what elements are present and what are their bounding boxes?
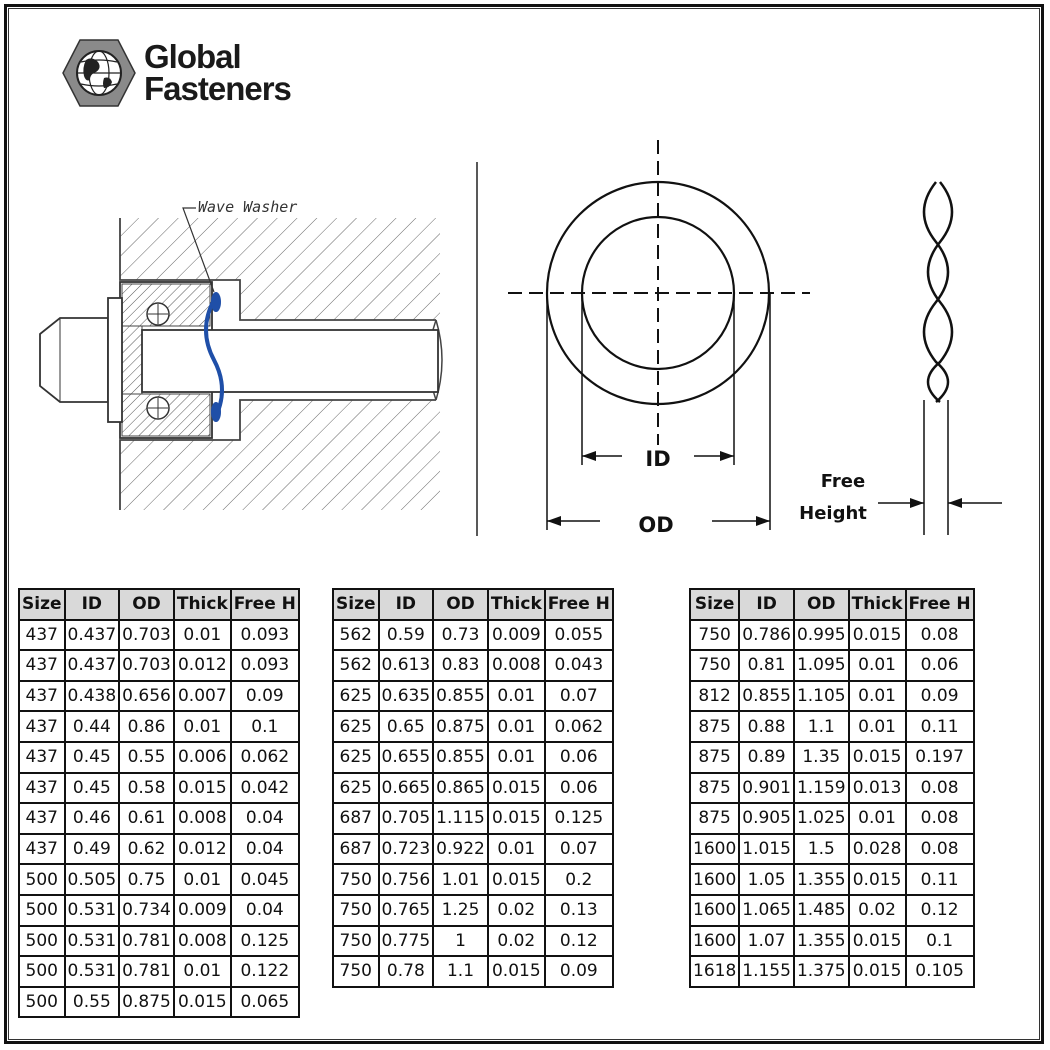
- cell-size: 500: [19, 926, 65, 957]
- cell-free-h: 0.1: [906, 926, 974, 957]
- table-row: [333, 803, 613, 834]
- cell-od: 0.62: [119, 834, 174, 865]
- cell-od: 0.61: [119, 803, 174, 834]
- column-header-free-h: Free H: [231, 589, 299, 620]
- cell-thick: 0.02: [488, 895, 545, 926]
- cell-id: 0.531: [65, 926, 120, 957]
- cell-id: 0.531: [65, 895, 120, 926]
- cell-free-h: 0.11: [906, 864, 974, 895]
- cell-id: 0.78: [379, 956, 434, 987]
- cell-size: 875: [690, 773, 739, 804]
- cell-free-h: 0.12: [545, 926, 613, 957]
- table-row: [333, 895, 613, 926]
- cell-id: 0.59: [379, 620, 434, 651]
- cell-od: 1.355: [794, 864, 849, 895]
- cell-thick: 0.01: [488, 681, 545, 712]
- cell-thick: 0.02: [849, 895, 906, 926]
- cell-size: 875: [690, 803, 739, 834]
- cell-free-h: 0.093: [231, 620, 299, 651]
- cell-id: 1.065: [739, 895, 794, 926]
- washer-side-view: [799, 182, 1002, 535]
- table-row: [333, 620, 613, 651]
- cell-thick: 0.01: [174, 711, 231, 742]
- cell-size: 437: [19, 620, 65, 651]
- cell-id: 0.756: [379, 864, 434, 895]
- cell-thick: 0.012: [174, 834, 231, 865]
- table-row: [19, 895, 299, 926]
- cell-thick: 0.015: [488, 803, 545, 834]
- cell-size: 750: [690, 620, 739, 651]
- cell-id: 0.613: [379, 650, 434, 681]
- header-row: [333, 589, 613, 620]
- column-header-size: Size: [333, 589, 379, 620]
- cell-id: 0.855: [739, 681, 794, 712]
- od-dimension-label: OD: [638, 513, 674, 537]
- cell-size: 687: [333, 803, 379, 834]
- cell-free-h: 0.08: [906, 803, 974, 834]
- cell-thick: 0.006: [174, 742, 231, 773]
- cell-thick: 0.01: [849, 650, 906, 681]
- cell-od: 1.01: [433, 864, 488, 895]
- cell-thick: 0.015: [174, 987, 231, 1018]
- table-row: [690, 926, 974, 957]
- cell-free-h: 0.12: [906, 895, 974, 926]
- cell-od: 1.025: [794, 803, 849, 834]
- cell-free-h: 0.042: [231, 773, 299, 804]
- wave-washer-callout: Wave Washer: [198, 198, 298, 216]
- cell-thick: 0.028: [849, 834, 906, 865]
- cell-free-h: 0.04: [231, 895, 299, 926]
- cell-size: 625: [333, 742, 379, 773]
- cell-size: 750: [333, 864, 379, 895]
- cell-id: 0.46: [65, 803, 120, 834]
- cell-thick: 0.008: [174, 926, 231, 957]
- cell-od: 1.1: [433, 956, 488, 987]
- table-row: [19, 926, 299, 957]
- cell-size: 437: [19, 711, 65, 742]
- cell-free-h: 0.1: [231, 711, 299, 742]
- cell-thick: 0.015: [849, 620, 906, 651]
- cell-id: 0.723: [379, 834, 434, 865]
- cell-od: 1.115: [433, 803, 488, 834]
- cell-thick: 0.01: [488, 742, 545, 773]
- cell-od: 1.375: [794, 956, 849, 987]
- cell-id: 0.655: [379, 742, 434, 773]
- cell-id: 0.55: [65, 987, 120, 1018]
- cell-size: 1600: [690, 895, 739, 926]
- cell-size: 437: [19, 742, 65, 773]
- cell-size: 625: [333, 711, 379, 742]
- cell-free-h: 0.105: [906, 956, 974, 987]
- cell-od: 0.995: [794, 620, 849, 651]
- cell-free-h: 0.062: [545, 711, 613, 742]
- cell-free-h: 0.04: [231, 803, 299, 834]
- column-header-id: ID: [739, 589, 794, 620]
- cell-id: 0.905: [739, 803, 794, 834]
- table-row: [333, 650, 613, 681]
- cell-free-h: 0.043: [545, 650, 613, 681]
- table-row: [333, 681, 613, 712]
- cell-thick: 0.015: [849, 956, 906, 987]
- table-row: [19, 864, 299, 895]
- table-row: [690, 681, 974, 712]
- table-row: [690, 773, 974, 804]
- table-row: [19, 650, 299, 681]
- id-dimension-label: ID: [645, 447, 671, 471]
- cell-od: 0.781: [119, 926, 174, 957]
- cell-free-h: 0.065: [231, 987, 299, 1018]
- cell-id: 1.07: [739, 926, 794, 957]
- cell-thick: 0.015: [849, 864, 906, 895]
- cell-size: 500: [19, 864, 65, 895]
- cell-thick: 0.015: [488, 956, 545, 987]
- header-row: [690, 589, 974, 620]
- cell-size: 500: [19, 895, 65, 926]
- cell-free-h: 0.08: [906, 773, 974, 804]
- column-header-free-h: Free H: [906, 589, 974, 620]
- header-row: [19, 589, 299, 620]
- cell-thick: 0.015: [849, 926, 906, 957]
- table-row: [690, 650, 974, 681]
- table-row: [333, 773, 613, 804]
- column-header-id: ID: [379, 589, 434, 620]
- cell-id: 1.015: [739, 834, 794, 865]
- brand-line-2: Fasteners: [144, 70, 291, 107]
- cell-size: 437: [19, 834, 65, 865]
- cell-id: 1.05: [739, 864, 794, 895]
- cell-free-h: 0.197: [906, 742, 974, 773]
- table-row: [690, 711, 974, 742]
- cell-od: 0.656: [119, 681, 174, 712]
- cell-size: 875: [690, 742, 739, 773]
- cell-id: 0.786: [739, 620, 794, 651]
- cell-od: 0.922: [433, 834, 488, 865]
- spec-table-left: [18, 588, 300, 1018]
- table-row: [690, 834, 974, 865]
- cell-free-h: 0.06: [545, 773, 613, 804]
- cell-od: 0.55: [119, 742, 174, 773]
- cell-id: 0.88: [739, 711, 794, 742]
- cell-size: 437: [19, 650, 65, 681]
- cell-free-h: 0.045: [231, 864, 299, 895]
- spec-table-right: [689, 588, 975, 988]
- cell-od: 0.73: [433, 620, 488, 651]
- cell-size: 1600: [690, 864, 739, 895]
- cell-id: 0.901: [739, 773, 794, 804]
- brand-line-1: Global: [144, 38, 241, 75]
- cell-id: 0.665: [379, 773, 434, 804]
- cell-od: 0.781: [119, 956, 174, 987]
- cell-od: 1.25: [433, 895, 488, 926]
- cell-id: 1.155: [739, 956, 794, 987]
- table-row: [690, 864, 974, 895]
- table-row: [333, 926, 613, 957]
- cell-size: 1618: [690, 956, 739, 987]
- free-height-label-line-2: Height: [799, 503, 867, 524]
- cell-size: 750: [333, 926, 379, 957]
- cell-id: 0.81: [739, 650, 794, 681]
- table-row: [333, 742, 613, 773]
- cell-od: 0.703: [119, 620, 174, 651]
- cell-size: 1600: [690, 834, 739, 865]
- cell-size: 625: [333, 681, 379, 712]
- cell-thick: 0.01: [849, 711, 906, 742]
- cell-od: 1.095: [794, 650, 849, 681]
- cell-size: 875: [690, 711, 739, 742]
- cell-free-h: 0.055: [545, 620, 613, 651]
- cell-size: 750: [690, 650, 739, 681]
- cell-id: 0.45: [65, 773, 120, 804]
- cell-thick: 0.009: [174, 895, 231, 926]
- cell-thick: 0.013: [849, 773, 906, 804]
- cell-thick: 0.008: [174, 803, 231, 834]
- cell-free-h: 0.06: [906, 650, 974, 681]
- cell-size: 437: [19, 681, 65, 712]
- column-header-od: OD: [119, 589, 174, 620]
- column-header-id: ID: [65, 589, 120, 620]
- cell-size: 500: [19, 956, 65, 987]
- cell-thick: 0.009: [488, 620, 545, 651]
- cell-free-h: 0.062: [231, 742, 299, 773]
- column-header-size: Size: [690, 589, 739, 620]
- cell-thick: 0.01: [488, 834, 545, 865]
- column-header-od: OD: [794, 589, 849, 620]
- cell-od: 0.734: [119, 895, 174, 926]
- column-header-thick: Thick: [849, 589, 906, 620]
- cell-free-h: 0.06: [545, 742, 613, 773]
- cell-od: 1.35: [794, 742, 849, 773]
- cell-size: 687: [333, 834, 379, 865]
- cell-free-h: 0.13: [545, 895, 613, 926]
- cell-id: 0.89: [739, 742, 794, 773]
- cell-free-h: 0.125: [545, 803, 613, 834]
- cell-od: 1.5: [794, 834, 849, 865]
- cell-free-h: 0.07: [545, 834, 613, 865]
- cell-od: 1.105: [794, 681, 849, 712]
- cell-od: 1: [433, 926, 488, 957]
- cell-size: 750: [333, 895, 379, 926]
- cell-od: 0.875: [433, 711, 488, 742]
- cell-id: 0.775: [379, 926, 434, 957]
- cell-free-h: 0.125: [231, 926, 299, 957]
- cell-thick: 0.01: [174, 864, 231, 895]
- table-row: [19, 773, 299, 804]
- table-row: [333, 711, 613, 742]
- column-header-thick: Thick: [488, 589, 545, 620]
- cell-thick: 0.02: [488, 926, 545, 957]
- column-header-free-h: Free H: [545, 589, 613, 620]
- cell-size: 750: [333, 956, 379, 987]
- cell-free-h: 0.04: [231, 834, 299, 865]
- table-row: [19, 834, 299, 865]
- spec-table-middle: [332, 588, 614, 988]
- cell-od: 0.86: [119, 711, 174, 742]
- cell-thick: 0.01: [174, 956, 231, 987]
- cell-od: 0.865: [433, 773, 488, 804]
- table-row: [19, 681, 299, 712]
- cell-thick: 0.01: [174, 620, 231, 651]
- cell-free-h: 0.08: [906, 834, 974, 865]
- column-header-thick: Thick: [174, 589, 231, 620]
- table-row: [19, 803, 299, 834]
- cell-size: 437: [19, 803, 65, 834]
- cell-id: 0.437: [65, 650, 120, 681]
- table-row: [333, 864, 613, 895]
- cell-size: 562: [333, 650, 379, 681]
- table-row: [690, 620, 974, 651]
- table-row: [690, 895, 974, 926]
- cell-od: 0.855: [433, 681, 488, 712]
- free-height-label-line-1: Free: [820, 471, 866, 492]
- column-header-size: Size: [19, 589, 65, 620]
- table-row: [19, 711, 299, 742]
- cell-od: 1.485: [794, 895, 849, 926]
- cell-id: 0.531: [65, 956, 120, 987]
- cell-free-h: 0.11: [906, 711, 974, 742]
- cell-thick: 0.01: [488, 711, 545, 742]
- column-header-od: OD: [433, 589, 488, 620]
- table-row: [690, 956, 974, 987]
- cell-free-h: 0.09: [545, 956, 613, 987]
- cell-thick: 0.015: [488, 773, 545, 804]
- cell-id: 0.705: [379, 803, 434, 834]
- cell-id: 0.49: [65, 834, 120, 865]
- cell-id: 0.45: [65, 742, 120, 773]
- cell-od: 1.1: [794, 711, 849, 742]
- cell-id: 0.765: [379, 895, 434, 926]
- cell-free-h: 0.07: [545, 681, 613, 712]
- cell-thick: 0.015: [174, 773, 231, 804]
- table-row: [690, 742, 974, 773]
- cell-od: 0.855: [433, 742, 488, 773]
- cell-thick: 0.007: [174, 681, 231, 712]
- table-row: [19, 620, 299, 651]
- cell-id: 0.505: [65, 864, 120, 895]
- cell-thick: 0.015: [488, 864, 545, 895]
- cell-size: 812: [690, 681, 739, 712]
- assembly-section-view: [40, 198, 442, 510]
- cell-thick: 0.01: [849, 681, 906, 712]
- cell-od: 0.58: [119, 773, 174, 804]
- cell-id: 0.438: [65, 681, 120, 712]
- cell-od: 0.875: [119, 987, 174, 1018]
- cell-id: 0.635: [379, 681, 434, 712]
- cell-size: 1600: [690, 926, 739, 957]
- cell-free-h: 0.08: [906, 620, 974, 651]
- cell-size: 437: [19, 773, 65, 804]
- cell-size: 625: [333, 773, 379, 804]
- cell-free-h: 0.2: [545, 864, 613, 895]
- cell-free-h: 0.09: [231, 681, 299, 712]
- table-row: [333, 956, 613, 987]
- cell-od: 0.75: [119, 864, 174, 895]
- cell-free-h: 0.09: [906, 681, 974, 712]
- table-row: [19, 987, 299, 1018]
- cell-od: 1.159: [794, 773, 849, 804]
- cell-od: 0.703: [119, 650, 174, 681]
- table-row: [690, 803, 974, 834]
- cell-thick: 0.01: [849, 803, 906, 834]
- cell-thick: 0.008: [488, 650, 545, 681]
- table-row: [19, 956, 299, 987]
- cell-size: 500: [19, 987, 65, 1018]
- washer-front-view: [508, 140, 810, 537]
- cell-free-h: 0.122: [231, 956, 299, 987]
- cell-id: 0.437: [65, 620, 120, 651]
- cell-id: 0.65: [379, 711, 434, 742]
- cell-thick: 0.012: [174, 650, 231, 681]
- cell-free-h: 0.093: [231, 650, 299, 681]
- cell-od: 1.355: [794, 926, 849, 957]
- cell-thick: 0.015: [849, 742, 906, 773]
- cell-id: 0.44: [65, 711, 120, 742]
- cell-size: 562: [333, 620, 379, 651]
- table-row: [333, 834, 613, 865]
- cell-od: 0.83: [433, 650, 488, 681]
- table-row: [19, 742, 299, 773]
